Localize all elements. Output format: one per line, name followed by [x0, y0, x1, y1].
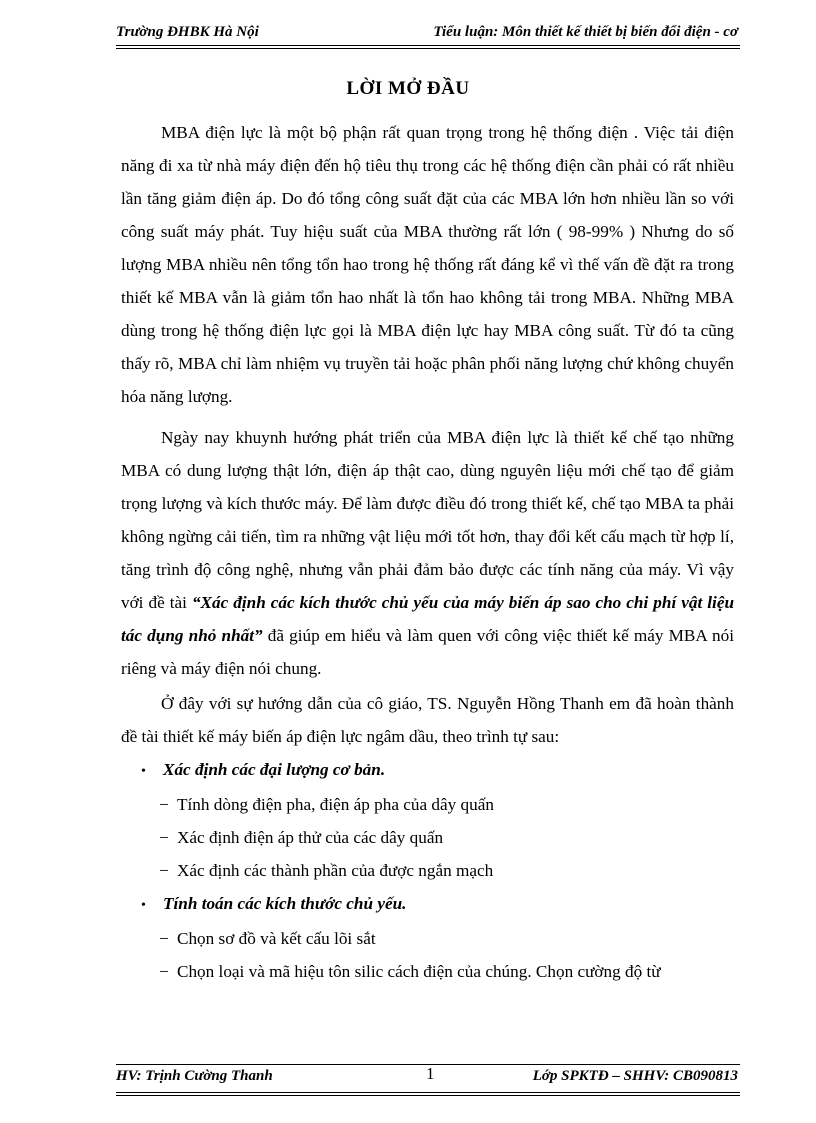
- paragraph-procedure: Ở đây với sự hướng dẫn của cô giáo, TS. Nguyễn Hồng Thanh em đã hoàn thành đề tài thiết kế máy biến áp điện lực ngâm dầu, theo trình tự sau:: [121, 694, 734, 746]
- section-heading: [121, 753, 734, 788]
- bullet-icon: •: [141, 764, 146, 779]
- list-item-text: Tính dòng điện pha, điện áp pha của dây quấn: [177, 795, 494, 814]
- dash-icon: −: [159, 861, 169, 880]
- list-item: [121, 821, 734, 854]
- paragraph-trend-tail: đã giúp em hiểu và làm quen với công việc thiết kế máy MBA nói riêng và máy điện nói chung.: [121, 626, 734, 678]
- dash-icon: −: [159, 795, 169, 814]
- bullet-icon: •: [141, 898, 146, 913]
- paragraph-intro: MBA điện lực là một bộ phận rất quan trọng trong hệ thống điện . Việc tải điện năng đi xa từ nhà máy điện đến hộ tiêu thụ trong các hệ thống điện cần phải có rất nhiều lần tăng giảm điện áp. Do đó tổng công suất đặt của các MBA lớn hơn nhiều lần so với công suất máy phát. Tuy hiệu suất của MBA thường rất lớn ( 98-99% ) Nhưng do số lượng MBA nhiều nên tổng tổn hao trong hệ thống rất đáng kể vì thế vấn đề đặt ra trong thiết kế MBA vẫn là giảm tổn hao nhất là tổn hao không tải trong MBA. Những MBA dùng trong hệ thống điện lực gọi là MBA điện lực hay MBA công suất. Từ đó ta cũng thấy rõ, MBA chỉ làm nhiệm vụ truyền tải hoặc phân phối năng lượng chứ không chuyển hóa năng lượng.: [121, 123, 734, 406]
- list-item-text: Chọn loại và mã hiệu tôn silic cách điện của chúng. Chọn cường độ từ: [177, 962, 661, 981]
- section-heading: [121, 887, 734, 922]
- list-item: [121, 955, 734, 988]
- dash-icon: −: [159, 962, 169, 981]
- paragraph-trend: [121, 421, 734, 685]
- dash-icon: −: [159, 929, 169, 948]
- footer-divider-bottom: [116, 1092, 740, 1093]
- list-item-text: Xác định các thành phần của được ngắn mạch: [177, 861, 494, 880]
- section-heading-text: Tính toán các kích thước chủ yếu.: [163, 894, 407, 913]
- header-divider: [116, 45, 740, 46]
- list-item: [121, 922, 734, 955]
- list-item-text: Chọn sơ đồ và kết cấu lõi sắt: [177, 929, 376, 948]
- dash-icon: −: [159, 828, 169, 847]
- page-title: LỜI MỞ ĐẦU: [346, 78, 470, 99]
- paragraph-trend-text: Ngày nay khuynh hướng phát triển của MBA điện lực là thiết kế chế tạo những MBA có dung lượng thật lớn, điện áp thật cao, dùng nguyên liệu mới chế tạo để giảm trọng lượng và kích thước máy. Để làm được điều đó trong thiết kế, chế tạo MBA ta phải không ngừng cải tiến, tìm ra những vật liệu mới tốt hơn, thay đổi kết cấu mạch từ hợp lí, tăng trình độ công nghệ, nhưng vẫn phải đảm bảo được các tính năng của máy. Vì vậy với đề tài: [121, 428, 734, 612]
- page-footer: [116, 1064, 738, 1085]
- section-heading-text: Xác định các đại lượng cơ bản.: [163, 760, 386, 779]
- footer-divider-bottom-secondary: [116, 1095, 740, 1096]
- list-item-text: Xác định điện áp thử của các dây quấn: [177, 828, 444, 847]
- document-body: [121, 116, 734, 988]
- footer-student: HV: Trịnh Cường Thanh: [116, 1068, 273, 1084]
- header-divider-secondary: [116, 48, 740, 49]
- list-item: [121, 788, 734, 821]
- page-number: 1: [426, 1064, 435, 1083]
- thesis-topic: “Xác định các kích thước chủ yếu của máy biến áp sao cho chi phí vật liệu tác dụng nhỏ nhất”: [121, 593, 735, 645]
- page-header: [116, 24, 738, 41]
- footer-class-id: Lớp SPKTĐ – SHHV: CB090813: [532, 1068, 738, 1084]
- list-item: [121, 854, 734, 887]
- header-course: Tiểu luận: Môn thiết kế thiết bị biến đổi điện - cơ: [433, 24, 738, 40]
- header-school: Trường ĐHBK Hà Nội: [116, 24, 259, 40]
